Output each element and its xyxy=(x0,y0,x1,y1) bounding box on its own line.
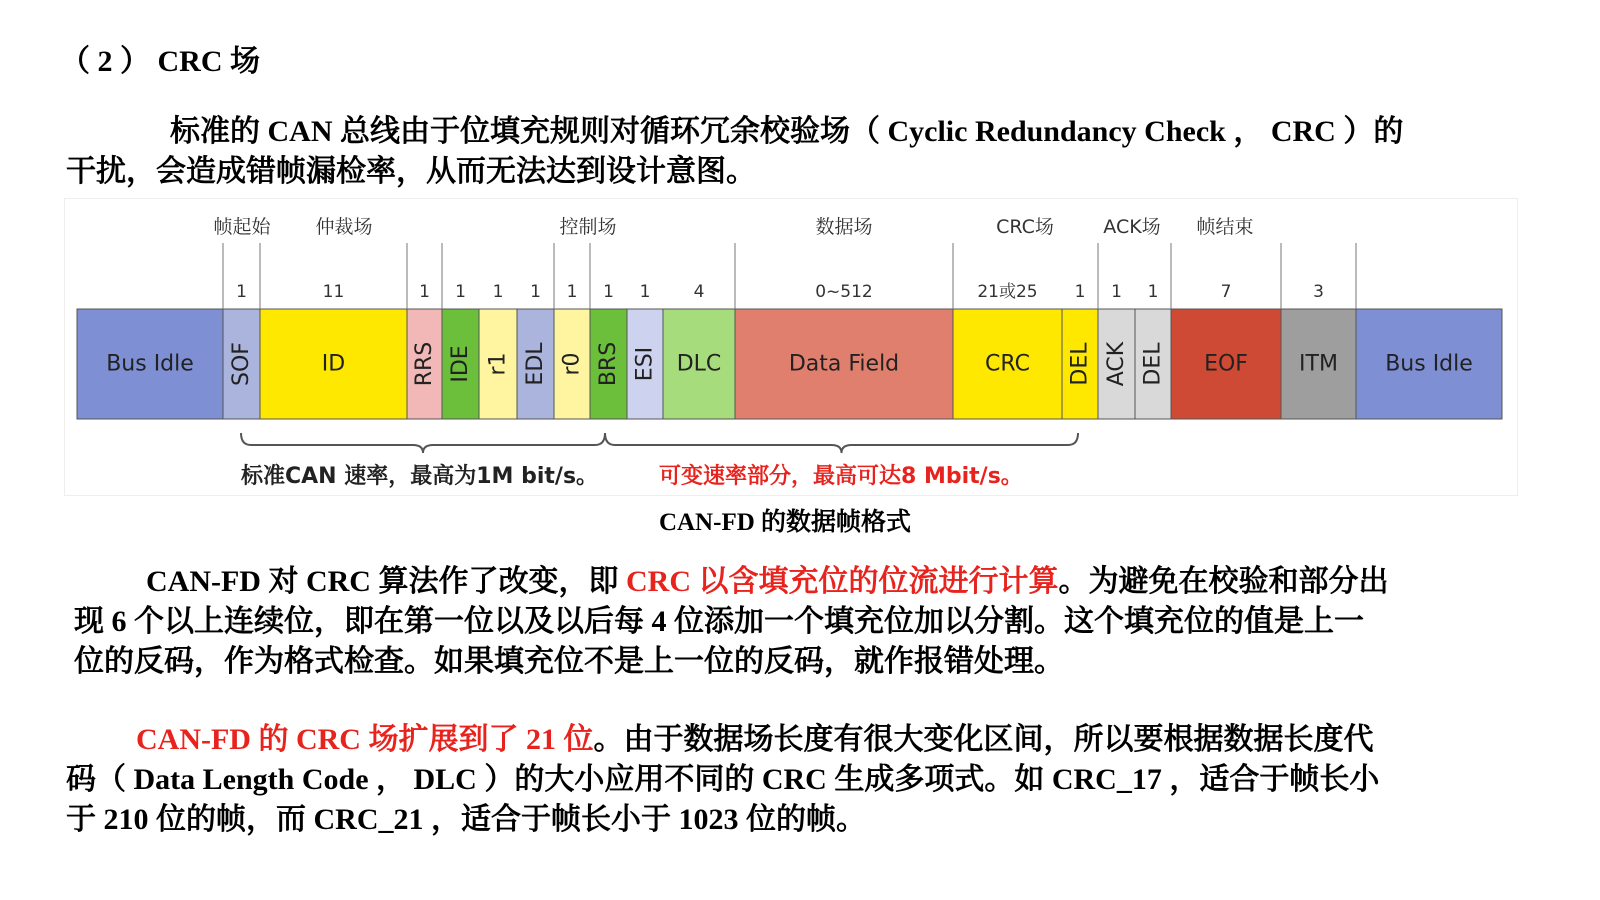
field-label: ESI xyxy=(632,346,658,382)
field-label: Bus Idle xyxy=(106,351,194,377)
field-label: r0 xyxy=(559,352,585,376)
group-label: 仲裁场 xyxy=(315,216,373,238)
highlight-text: CRC 以含填充位的位流进行计算 xyxy=(625,565,1059,598)
field-label: ACK xyxy=(1104,341,1129,387)
field-label: BRS xyxy=(596,341,621,387)
bit-count: 1 xyxy=(530,282,541,302)
frame-diagram-svg xyxy=(65,199,1517,495)
can-fd-frame-diagram xyxy=(64,198,1518,496)
field-label: ID xyxy=(321,351,346,377)
paragraph-line: 干扰，会造成错帧漏检率，从而无法达到设计意图。 xyxy=(66,155,756,188)
field-label: EOF xyxy=(1204,351,1248,377)
standard-rate-label: 标准CAN 速率，最高为1M bit/s。 xyxy=(241,464,599,489)
group-label: 数据场 xyxy=(815,216,873,238)
bit-count: 1 xyxy=(455,282,466,302)
paragraph-line: 标准的 CAN 总线由于位填充规则对循环冗余校验场（ Cyclic Redundancy Check ， CRC ）的 xyxy=(170,115,1404,148)
group-label: ACK场 xyxy=(1103,216,1161,238)
paragraph-line: 现 6 个以上连续位，即在第一位以及以后每 4 位添加一个填充位加以分割。这个填充位的值是上一 xyxy=(74,605,1364,638)
bit-count: 1 xyxy=(419,282,430,302)
field-label: Bus Idle xyxy=(1385,351,1473,377)
field-label: DLC xyxy=(676,351,722,377)
bit-count: 1 xyxy=(492,282,504,302)
bit-count: 21或25 xyxy=(977,282,1038,302)
field-label: r1 xyxy=(485,352,511,376)
field-label: RRS xyxy=(412,341,437,387)
paragraph-line xyxy=(74,562,1544,602)
variable-rate-label: 可变速率部分，最高可达8 Mbit/s。 xyxy=(659,464,1023,489)
field-label: IDE xyxy=(448,345,473,383)
text-segment: 。由于数据场长度有很大变化区间，所以要根据数据长度代 xyxy=(593,723,1374,756)
group-label: 帧起始 xyxy=(213,216,271,238)
bit-count: 1 xyxy=(1147,282,1159,302)
bit-count: 1 xyxy=(639,282,651,302)
highlight-text: CAN-FD 的 CRC 场扩展到了 21 位 xyxy=(136,723,594,756)
figure-caption: CAN-FD 的数据帧格式 xyxy=(658,509,912,536)
paragraph-crc-length xyxy=(66,720,1536,840)
bit-count: 0~512 xyxy=(815,282,873,302)
bit-count: 3 xyxy=(1313,282,1324,302)
field-label: DEL xyxy=(1067,342,1093,386)
field-label: ITM xyxy=(1299,351,1338,377)
text-segment: 。为避免在校验和部分出 xyxy=(1058,565,1389,598)
standard-rate-brace xyxy=(241,433,605,453)
group-label: CRC场 xyxy=(996,216,1054,238)
field-label: Data Field xyxy=(788,351,900,377)
field-label: EDL xyxy=(523,342,548,386)
bit-count: 1 xyxy=(566,282,578,302)
field-label: SOF xyxy=(229,342,254,386)
bit-count: 1 xyxy=(236,282,247,302)
group-label: 帧结束 xyxy=(1196,216,1254,238)
field-label: CRC xyxy=(985,351,1030,377)
bit-count: 11 xyxy=(322,282,345,302)
bit-count: 7 xyxy=(1220,282,1232,302)
group-label: 控制场 xyxy=(559,216,617,238)
variable-rate-brace xyxy=(605,433,1078,453)
paragraph-crc-algorithm xyxy=(74,562,1544,682)
field-label: DEL xyxy=(1140,342,1166,386)
section-heading: （ 2 ） CRC 场 xyxy=(60,45,260,78)
paragraph-line: 于 210 位的帧，而 CRC_21 ，适合于帧长小于 1023 位的帧。 xyxy=(66,803,866,836)
paragraph-line xyxy=(66,720,1536,760)
paragraph-intro xyxy=(66,112,1566,192)
bit-count: 1 xyxy=(603,282,614,302)
paragraph-line: 码（ Data Length Code ， DLC ）的大小应用不同的 CRC 生成多项式。如 CRC_17 ，适合于帧长小 xyxy=(66,763,1380,796)
text-segment: CAN-FD 对 CRC 算法作了改变，即 xyxy=(146,565,626,598)
bit-count: 1 xyxy=(1074,282,1086,302)
bit-count: 1 xyxy=(1111,282,1122,302)
bit-count: 4 xyxy=(693,282,705,302)
paragraph-line: 位的反码，作为格式检查。如果填充位不是上一位的反码，就作报错处理。 xyxy=(74,645,1064,678)
